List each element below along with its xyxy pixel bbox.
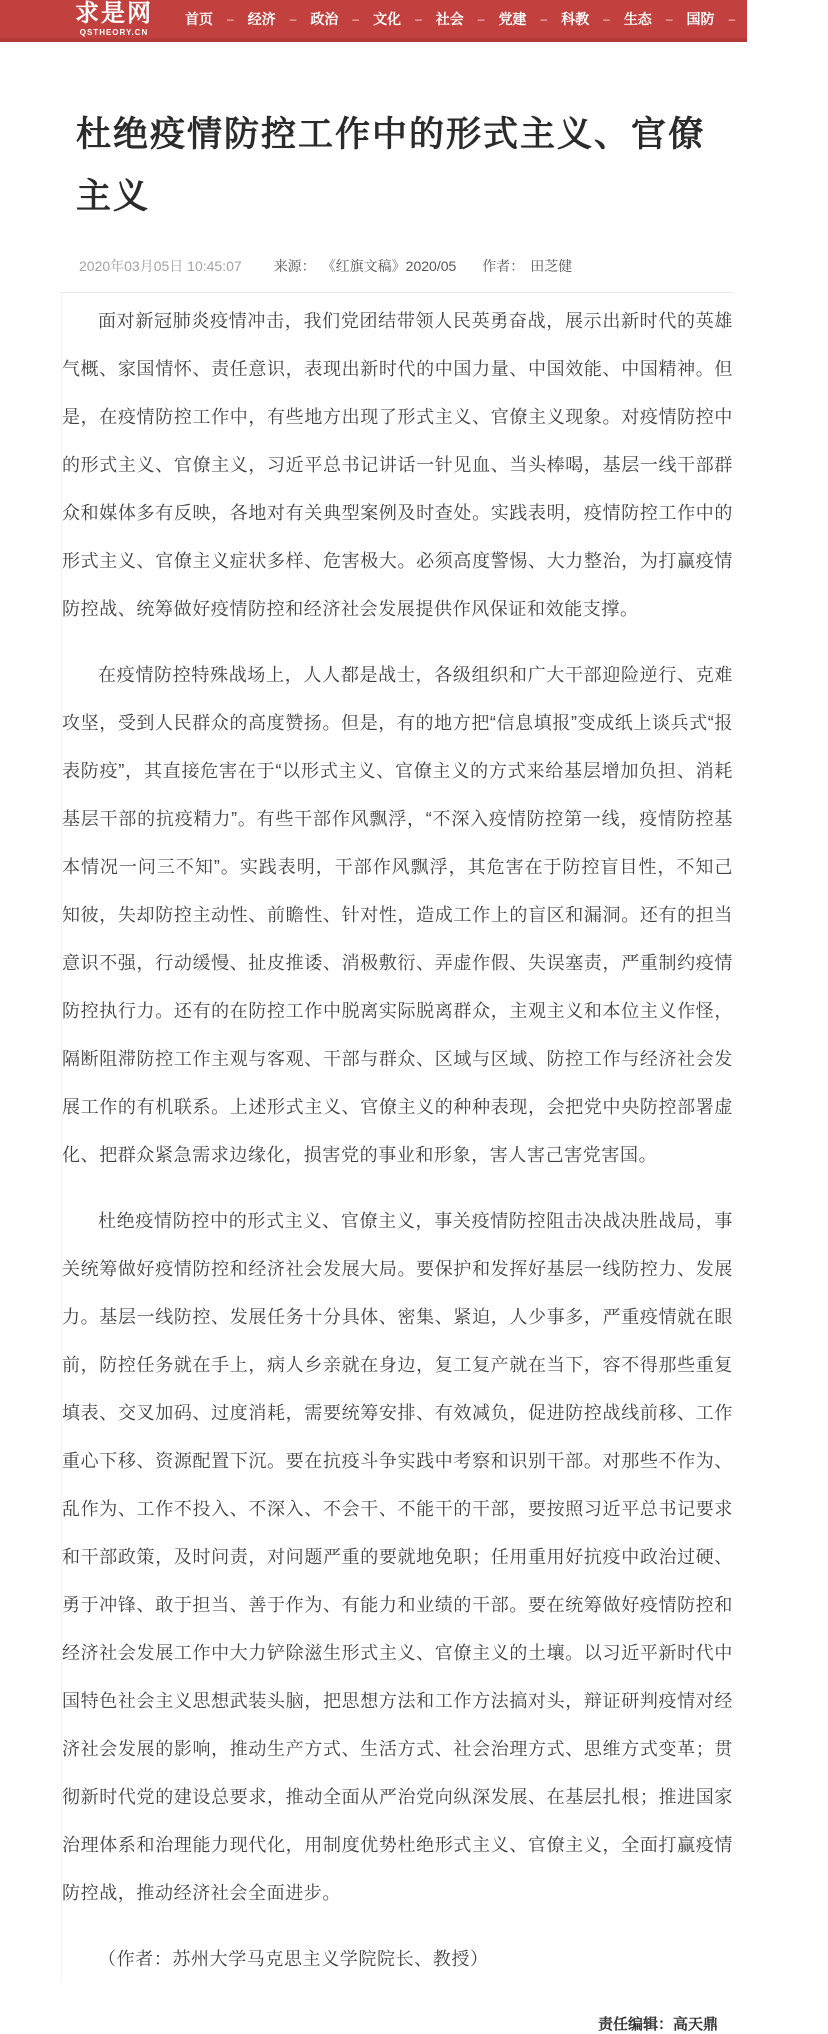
- nav-separator: –: [665, 12, 673, 26]
- nav-item-party-building[interactable]: 党建: [498, 11, 527, 27]
- nav-separator: –: [477, 12, 485, 26]
- nav-item-defense[interactable]: 国防: [686, 11, 715, 27]
- nav-separator: –: [603, 12, 610, 26]
- author-label: 作者：: [482, 258, 525, 274]
- author-value: 田芝健: [530, 258, 573, 274]
- nav-separator: –: [227, 12, 234, 26]
- nav-separator: –: [415, 12, 422, 26]
- main-nav: [183, 5, 828, 33]
- article-title: 杜绝疫情防控工作中的形式主义、官僚主义: [76, 115, 706, 216]
- nav-separator: –: [352, 12, 360, 26]
- nav-item-economy[interactable]: 经济: [247, 11, 276, 27]
- publish-date: 2020年03月05日 10:45:07: [79, 258, 242, 274]
- paragraph: 在疫情防控特殊战场上，人人都是战士，各级组织和广大干部迎险逆行、克难攻坚，受到人民群众的高度赞扬。但是，有的地方把“信息填报”变成纸上谈兵式“报表防疫”，其直接危害在于“以形式主义、官僚主义的方式来给基层增加负担、消耗基层干部的抗疫精力”。有些干部作风飘浮，“不深入疫情防控第一线，疫情防控基本情况一问三不知”。实践表明，干部作风飘浮，其危害在于防控盲目性，不知己知彼，失却防控主动性、前瞻性、针对性，造成工作上的盲区和漏洞。还有的担当意识不强，行动缓慢、扯皮推诿、消极敷衍、弄虚作假、失误塞责，严重制约疫情防控执行力。还有的在防控工作中脱离实际脱离群众，主观主义和本位主义作怪，隔断阻滞防控工作主观与客观、干部与群众、区域与区域、防控工作与经济社会发展工作的有机联系。上述形式主义、官僚主义的种种表现，会把党中央防控部署虚化、把群众紧急需求边缘化，损害党的事业和形象，害人害己害党害国。: [62, 665, 733, 1165]
- site-logo[interactable]: [75, 2, 153, 37]
- nav-separator: –: [791, 12, 798, 26]
- source-value: 《红旗文稿》2020/05: [321, 258, 457, 274]
- top-navbar: [0, 0, 826, 42]
- site-logo-subtitle: QSTHEORY.CN: [79, 27, 149, 37]
- nav-item-truncated[interactable]: 国: [811, 11, 826, 27]
- paragraph: 杜绝疫情防控中的形式主义、官僚主义，事关疫情防控阻击决战决胜战局，事关统筹做好疫情防控和经济社会发展大局。要保护和发挥好基层一线防控力、发展力。基层一线防控、发展任务十分具体、密集、紧迫，人少事多，严重疫情就在眼前，防控任务就在手上，病人乡亲就在身边，复工复产就在当下，容不得那些重复填表、交叉加码、过度消耗，需要统筹安排、有效减负，促进防控战线前移、工作重心下移、资源配置下沉。要在抗疫斗争实践中考察和识别干部。对那些不作为、乱作为、工作不投入、不深入、不会干、不能干的干部，要按照习近平总书记要求和干部政策，及时问责，对问题严重的要就地免职；任用重用好抗疫中政治过硬、勇于冲锋、敢于担当、善于作为、有能力和业绩的干部。要在统筹做好疫情防控和经济社会发展工作中大力铲除滋生形式主义、官僚主义的土壤。以习近平新时代中国特色社会主义思想武装头脑，把思想方法和工作方法搞对头，辩证研判疫情对经济社会发展的影响，推动生产方式、生活方式、社会治理方式、思维方式变革；贯彻新时代党的建设总要求，推动全面从严治党向纵深发展、在基层扎根；推进国家治理体系和治理能力现代化，用制度优势杜绝形式主义、官僚主义，全面打赢疫情防控战，推动经济社会全面进步。: [62, 1211, 733, 1903]
- article-body: [61, 293, 733, 1983]
- article-container: [61, 104, 733, 2034]
- article-meta: [61, 256, 733, 276]
- site-logo-title: 求是网: [75, 0, 153, 27]
- nav-separator: –: [728, 12, 736, 26]
- nav-item-ecology[interactable]: 生态: [623, 11, 652, 27]
- nav-separator: –: [289, 12, 297, 26]
- nav-item-culture[interactable]: 文化: [373, 11, 402, 27]
- nav-item-science-education[interactable]: 科教: [561, 11, 590, 27]
- editor-credit: 责任编辑：高天鼎: [597, 2016, 718, 2033]
- nav-separator: –: [540, 12, 548, 26]
- author-note: （作者：苏州大学马克思主义学院院长、教授）: [98, 1949, 489, 1969]
- nav-item-politics[interactable]: 政治: [310, 11, 339, 27]
- paragraph: 面对新冠肺炎疫情冲击，我们党团结带领人民英勇奋战，展示出新时代的英雄气概、家国情怀、责任意识，表现出新时代的中国力量、中国效能、中国精神。但是，在疫情防控工作中，有些地方出现了形式主义、官僚主义现象。对疫情防控中的形式主义、官僚主义，习近平总书记讲话一针见血、当头棒喝，基层一线干部群众和媒体多有反映，各地对有关典型案例及时查处。实践表明，疫情防控工作中的形式主义、官僚主义症状多样、危害极大。必须高度警惕、大力整治，为打赢疫情防控战、统筹做好疫情防控和经济社会发展提供作风保证和效能支撑。: [62, 311, 733, 619]
- nav-item-society[interactable]: 社会: [435, 11, 464, 27]
- nav-item-international[interactable]: 国际: [749, 11, 778, 27]
- nav-item-home[interactable]: 首页: [185, 11, 213, 27]
- source-label: 来源：: [273, 258, 316, 274]
